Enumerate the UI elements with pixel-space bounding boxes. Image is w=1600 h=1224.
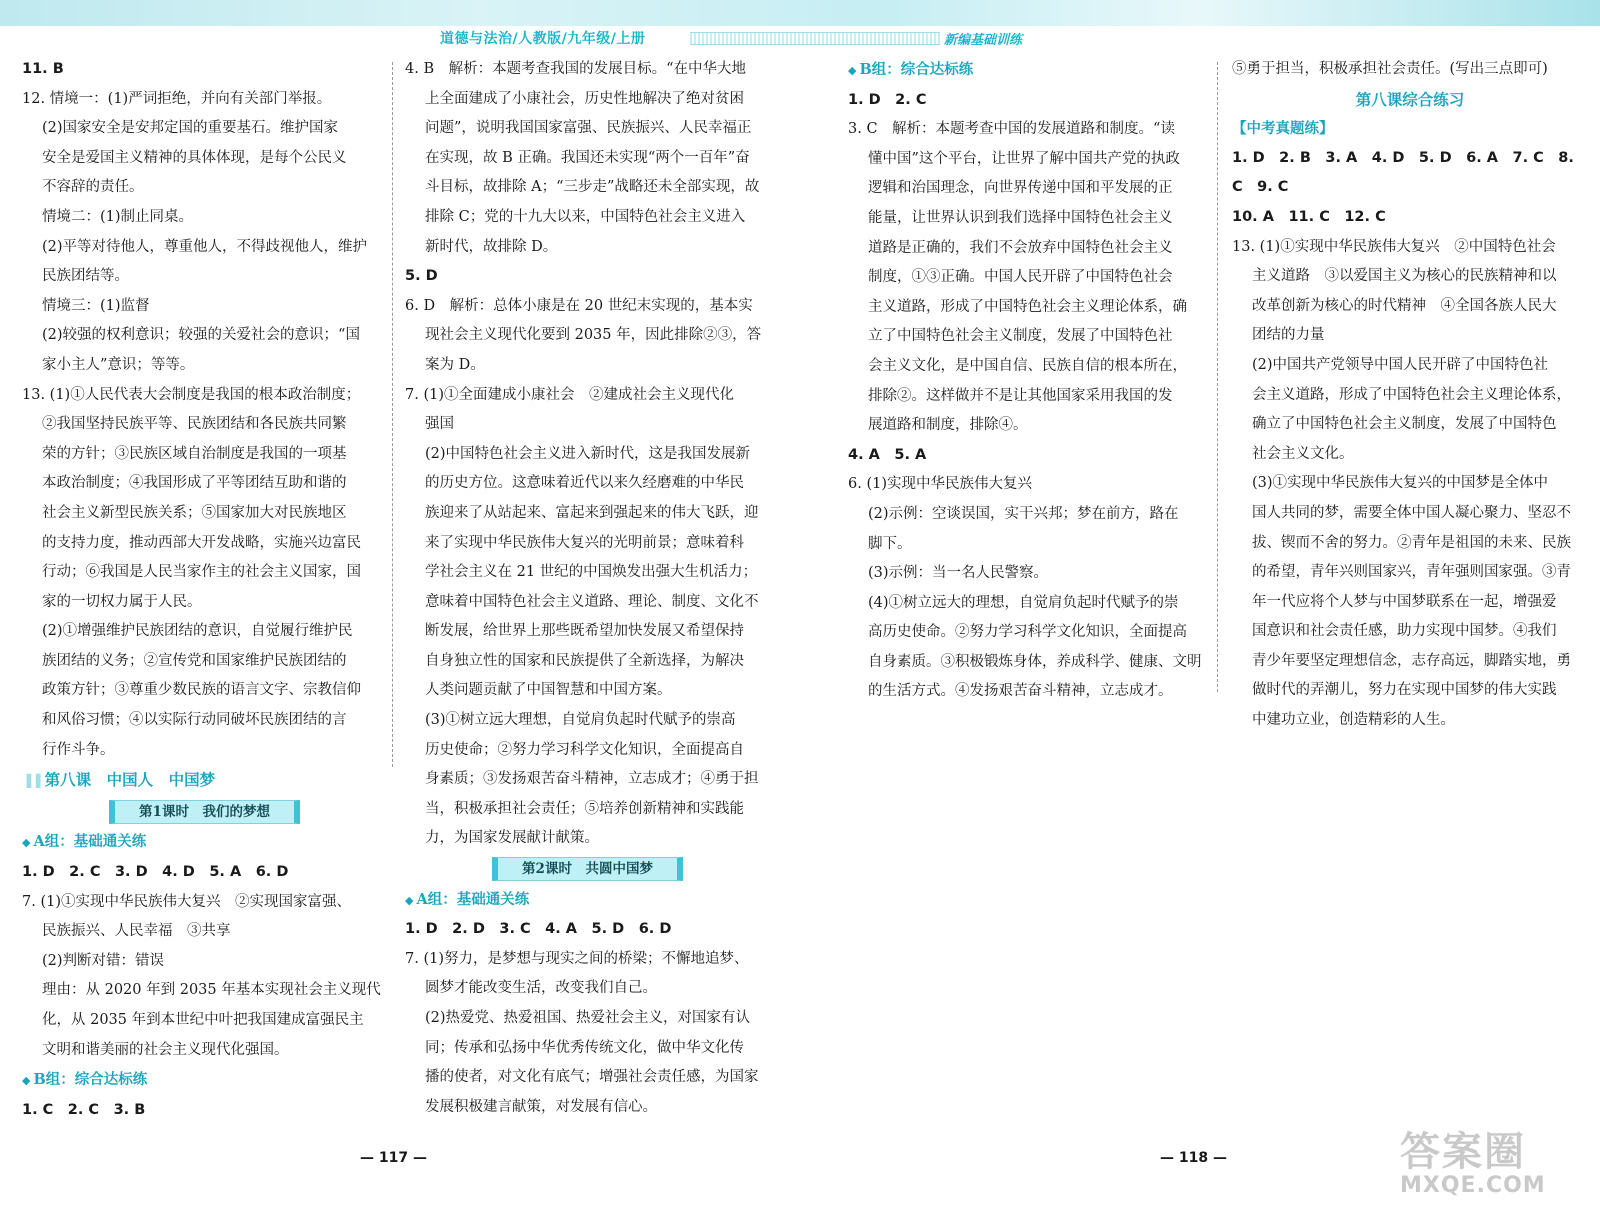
column-3 (848, 55, 1208, 707)
answer-line: 的支持力度，推动西部大开发战略，实施兴边富民 (42, 534, 361, 551)
diamond-icon: ◆ (22, 1074, 31, 1088)
answer-line: 行动；⑥我国是人民当家作主的社会主义国家，国 (42, 564, 361, 581)
answer-line: 现社会主义现代化要到 2035 年，因此排除②③，答 (425, 327, 762, 344)
header-brand: 新编基础训练 (944, 33, 1023, 48)
column-2 (405, 55, 770, 1122)
answer-line: 社会主义新型民族关系；⑤国家加大对民族地区 (42, 504, 347, 521)
answer-line: (2)判断对错：错误 (42, 952, 165, 969)
answer-line: 民族团结等。 (42, 268, 129, 285)
answer-line: (2)平等对待他人，尊重他人，不得歧视他人，维护 (42, 238, 368, 255)
answer-line: 1. D 2. D 3. C 4. A 5. D 6. D (405, 921, 672, 938)
answer-line: 道路是正确的，我们不会放弃中国特色社会主义 (868, 239, 1173, 256)
answer-line: 年一代应将个人梦与中国梦联系在一起，增强爱 (1252, 593, 1557, 610)
answer-line: 新时代，故排除 D。 (425, 238, 558, 255)
answer-line: 青少年要坚定理想信念，志存高远，脚踏实地，勇 (1252, 652, 1571, 669)
answer-line: 13. (1)①人民代表大会制度是我国的根本政治制度； (22, 386, 361, 403)
answer-line: 能量，让世界认识到我们选择中国特色社会主义 (868, 209, 1173, 226)
column-divider (1217, 62, 1218, 692)
answer-line: 逻辑和治国理念，向世界传递中国和平发展的正 (868, 180, 1173, 197)
answer-line: 意味着中国特色社会主义道路、理论、制度、文化不 (425, 593, 759, 610)
answer-line: 展道路和制度，排除④。 (868, 417, 1028, 434)
answer-line: 懂中国”这个平台，让世界了解中国共产党的执政 (868, 150, 1180, 167)
answer-line: 行作斗争。 (42, 741, 115, 758)
answer-line: 在实现，故 B 正确。我国还未实现“两个一百年”奋 (425, 149, 750, 166)
answer-line: 做时代的弄潮儿，努力在实现中国梦的伟大实践 (1252, 682, 1557, 699)
class-banner-row (22, 797, 387, 828)
answer-line: 排除 C；党的十九大以来，中国特色社会主义进入 (425, 208, 746, 225)
answer-line: 脚下。 (868, 535, 912, 552)
answer-line: (2)热爱党、热爱祖国、热爱社会主义，对国家有认 (425, 1010, 751, 1026)
column-1 (22, 55, 387, 1125)
diamond-icon: ◆ (22, 836, 31, 850)
page-number-right: — 118 — (1160, 1150, 1227, 1166)
answer-line: 立了中国特色社会主义制度，发展了中国特色社 (868, 328, 1173, 345)
answer-line: 确立了中国特色社会主义制度，发展了中国特色 (1252, 416, 1557, 433)
group-heading: ◆ B组：综合达标练 (22, 1071, 148, 1089)
group-heading: ◆ A组：基础通关练 (405, 890, 530, 908)
answer-line: 情境二：(1)制止同桌。 (42, 208, 194, 225)
answer-line: 圆梦才能改变生活，改变我们自己。 (425, 980, 657, 997)
answer-line: 发展积极建言献策，对发展有信心。 (425, 1098, 657, 1115)
top-decorative-band (0, 0, 1600, 26)
answer-line: (2)①增强维护民族团结的意识，自觉履行维护民 (42, 623, 353, 640)
header-decorative-strip (690, 32, 940, 45)
answer-line: (2)中国特色社会主义进入新时代，这是我国发展新 (425, 445, 751, 462)
answer-line: ⑤勇于担当，积极承担社会责任。(写出三点即可) (1232, 61, 1548, 77)
diamond-icon: ◆ (405, 893, 414, 907)
watermark-text: 答案圈 (1400, 1129, 1526, 1175)
answer-line: 上全面建成了小康社会，历史性地解决了绝对贫困 (425, 90, 744, 107)
section-heading: 第八课综合练习 (1355, 89, 1465, 109)
answer-line: (2)较强的权利意识；较强的关爱社会的意识；“国 (42, 327, 360, 344)
answer-line: 制度，①③正确。中国人民开辟了中国特色社会 (868, 269, 1173, 286)
answer-line: 11. B (22, 61, 64, 77)
answer-line: (2)示例：空谈误国，实干兴邦；梦在前方，路在 (868, 505, 1179, 522)
answer-line: (3)①树立远大理想，自觉肩负起时代赋予的崇高 (425, 712, 736, 729)
lesson-marker-icon: ▐▐ (22, 774, 45, 789)
answer-line: 4. B 解析：本题考查我国的发展目标。“在中华大地 (405, 61, 747, 77)
answer-line: 文明和谐美丽的社会主义现代化强国。 (42, 1041, 289, 1058)
class-banner-row (405, 854, 770, 885)
diamond-icon: ◆ (848, 64, 857, 77)
answer-line: 和风俗习惯；④以实际行动同破坏民族团结的言 (42, 712, 347, 729)
lesson-title: ▐▐ 第八课 中国人 中国梦 (22, 770, 216, 790)
answer-line: 家小主人”意识；等等。 (42, 356, 195, 373)
group-heading: ◆ B组：综合达标练 (848, 61, 974, 78)
answer-line: 化，从 2035 年到本世纪中叶把我国建成富强民主 (42, 1012, 364, 1028)
answer-line: 7. (1)①全面建成小康社会 ②建成社会主义现代化 (405, 386, 734, 403)
answer-line: 强国 (425, 416, 454, 433)
answer-line: 人类问题贡献了中国智慧和中国方案。 (425, 682, 672, 699)
answer-line: ②我国坚持民族平等、民族团结和各民族共同繁 (42, 416, 347, 433)
answer-line: 政策方针；③尊重少数民族的语言文字、宗教信仰 (42, 682, 361, 699)
answer-line: 的生活方式。④发扬艰苦奋斗精神，立志成才。 (868, 683, 1173, 700)
answer-line: 斗目标，故排除 A；“三步走”战略还未全部实现，故 (425, 179, 760, 196)
answer-line: 国人共同的梦，需要全体中国人凝心聚力、坚忍不 (1252, 504, 1571, 521)
answer-line: 1. D 2. C (848, 91, 927, 108)
answer-line: 社会主义文化。 (1252, 445, 1354, 462)
header-title: 道德与法治/人教版/九年级/上册 (440, 31, 646, 47)
answer-line: 4. A 5. A (848, 446, 927, 463)
watermark-url: MXQE.COM (1400, 1173, 1546, 1198)
answer-line: 7. (1)①实现中华民族伟大复兴 ②实现国家富强、 (22, 893, 351, 910)
answer-line: (2)国家安全是安邦定国的重要基石。维护国家 (42, 120, 339, 137)
answer-line: 的历史方位。这意味着近代以来久经磨难的中华民 (425, 475, 744, 492)
answer-line: 主义道路，形成了中国特色社会主义理论体系，确 (868, 298, 1187, 315)
page-number-left: — 117 — (360, 1150, 427, 1166)
answer-line: 1. C 2. C 3. B (22, 1101, 146, 1118)
answer-line: 族迎来了从站起来、富起来到强起来的伟大飞跃，迎 (425, 504, 759, 521)
answer-line: 13. (1)①实现中华民族伟大复兴 ②中国特色社会 (1232, 238, 1556, 255)
answer-line: 1. D 2. B 3. A 4. D 5. D 6. A 7. C 8. C 9. C (1232, 149, 1574, 196)
answer-line: 问题”，说明我国国家富强、民族振兴、人民幸福正 (425, 120, 752, 137)
class-banner: 第1课时 我们的梦想 (109, 800, 300, 824)
answer-line: 6. D 解析：总体小康是在 20 世纪末实现的，基本实 (405, 297, 753, 314)
answer-line: (3)示例：当一名人民警察。 (868, 565, 1049, 582)
answer-line: 主义道路 ③以爱国主义为核心的民族精神和以 (1252, 268, 1557, 285)
answer-line: 断发展，给世界上那些既希望加快发展又希望保持 (425, 623, 744, 640)
answer-line: 1. D 2. C 3. D 4. D 5. A 6. D (22, 864, 289, 881)
answer-line: 会主义道路，形成了中国特色社会主义理论体系， (1252, 386, 1571, 403)
answer-line: 会主义文化，是中国自信、民族自信的根本所在， (868, 357, 1187, 374)
answer-line: 本政治制度；④我国形成了平等团结互助和谐的 (42, 475, 347, 492)
subsection-label: 【中考真题练】 (1232, 120, 1334, 138)
answer-line: 情境三：(1)监督 (42, 297, 150, 314)
answer-line: (4)①树立远大的理想，自觉肩负起时代赋予的崇 (868, 594, 1179, 611)
answer-line: 当，积极承担社会责任；⑤培养创新精神和实践能 (425, 800, 744, 817)
column-4 (1232, 55, 1588, 736)
answer-line: (3)①实现中华民族伟大复兴的中国梦是全体中 (1252, 475, 1549, 492)
answer-line: 力，为国家发展献计献策。 (425, 830, 599, 847)
group-heading: ◆ A组：基础通关练 (22, 833, 147, 851)
answer-line: 7. (1)努力，是梦想与现实之间的桥梁；不懈地追梦、 (405, 950, 749, 967)
answer-line: 5. D (405, 268, 438, 285)
answer-line: 6. (1)实现中华民族伟大复兴 (848, 476, 1032, 493)
answer-line: 的希望，青年兴则国家兴，青年强则国家强。③青 (1252, 564, 1571, 581)
answer-line: 学社会主义在 21 世纪的中国焕发出强大生机活力； (425, 564, 758, 581)
answer-line: 不容辞的责任。 (42, 179, 144, 196)
answer-line: 拔、锲而不舍的努力。②青年是祖国的未来、民族 (1252, 534, 1571, 551)
answer-line: (2)中国共产党领导中国人民开辟了中国特色社 (1252, 356, 1549, 373)
answer-line: 身素质；③发扬艰苦奋斗精神，立志成才；④勇于担 (425, 771, 759, 788)
answer-line: 历史使命；②努力学习科学文化知识，全面提高自 (425, 741, 744, 758)
answer-line: 3. C 解析：本题考查中国的发展道路和制度。“读 (848, 121, 1175, 138)
answer-line: 荣的方针；③民族区域自治制度是我国的一项基 (42, 445, 347, 462)
answer-line: 高历史使命。②努力学习科学文化知识，全面提高 (868, 624, 1187, 641)
answer-line: 理由：从 2020 年到 2035 年基本实现社会主义现代 (42, 982, 381, 999)
answer-line: 自身素质。③积极锻炼身体，养成科学、健康、文明 (868, 653, 1202, 670)
answer-line: 安全是爱国主义精神的具体体现，是每个公民义 (42, 149, 347, 166)
answer-line: 案为 D。 (425, 356, 485, 373)
answer-line: 播的使者，对文化有底气；增强社会责任感，为国家 (425, 1069, 759, 1086)
answer-line: 来了实现中华民族伟大复兴的光明前景；意味着科 (425, 534, 744, 551)
column-divider (392, 62, 393, 767)
answer-line: 家的一切权力属于人民。 (42, 593, 202, 610)
answer-line: 改革创新为核心的时代精神 ④全国各族人民大 (1252, 297, 1557, 314)
answer-line: 自身独立性的国家和民族提供了全新选择，为解决 (425, 652, 744, 669)
answer-line: 民族振兴、人民幸福 ③共享 (42, 923, 231, 940)
answer-line: 中建功立业，创造精彩的人生。 (1252, 712, 1455, 729)
class-banner: 第2课时 共圆中国梦 (492, 857, 683, 881)
answer-line: 同；传承和弘扬中华优秀传统文化，做中华文化传 (425, 1039, 744, 1056)
answer-line: 12. 情境一：(1)严词拒绝，并向有关部门举报。 (22, 90, 332, 107)
answer-line: 族团结的义务；②宣传党和国家维护民族团结的 (42, 652, 347, 669)
answer-line: 团结的力量 (1252, 327, 1325, 344)
answer-line: 排除②。这样做并不是让其他国家采用我国的发 (868, 387, 1173, 404)
answer-line: 10. A 11. C 12. C (1232, 208, 1386, 225)
watermark-logo (1400, 1120, 1590, 1215)
answer-line: 国意识和社会责任感，助力实现中国梦。④我们 (1252, 623, 1557, 640)
